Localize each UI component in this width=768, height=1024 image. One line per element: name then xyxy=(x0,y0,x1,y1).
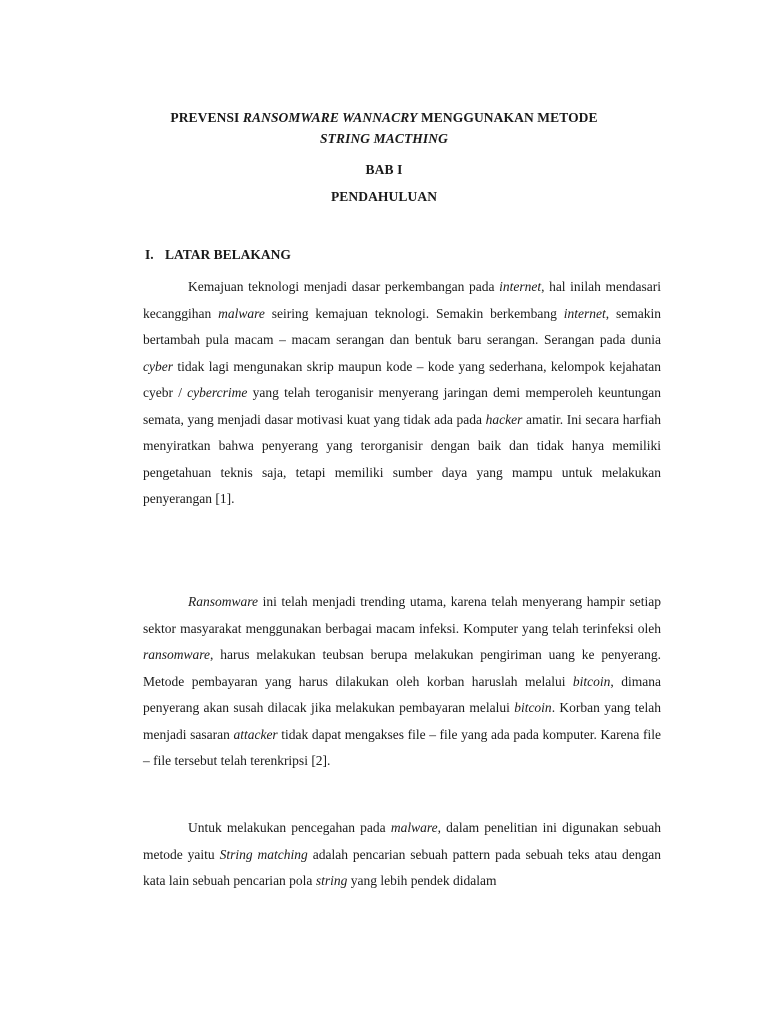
text-run: , harus melakukan teubsan berupa melakukan pengiriman uang ke penyerang. Metode pembayaran yang harus dilakukan oleh korban haruslah melalui xyxy=(143,647,661,689)
italic-term: STRING MACTHING xyxy=(320,131,448,146)
italic-term: bitcoin xyxy=(514,700,552,715)
paragraph-3 xyxy=(143,815,661,895)
document-title-line-1 xyxy=(0,110,768,126)
section-heading xyxy=(145,247,291,263)
italic-term: string xyxy=(315,873,348,888)
text-run: , dimana penyerang akan susah dilacak jika melakukan pembayaran melalui xyxy=(143,673,661,715)
italic-term: ransomware xyxy=(143,647,211,662)
paragraph-1 xyxy=(143,274,661,513)
chapter-number: BAB I xyxy=(365,162,403,177)
italic-term: cybercrime xyxy=(187,385,248,400)
text-run: . Korban yang telah menjadi sasaran xyxy=(143,700,661,742)
italic-term: internet xyxy=(563,305,606,321)
document-title-line-2 xyxy=(0,131,768,147)
italic-term: malware xyxy=(390,820,438,835)
text-run: Kemajuan teknologi menjadi dasar perkembangan pada xyxy=(188,279,500,294)
chapter-title: PENDAHULUAN xyxy=(330,189,438,204)
italic-term: String matching xyxy=(219,846,308,862)
text-run: ini telah menjadi trending utama, karena telah menyerang hampir setiap sektor masyarakat menggunakan berbagai macam infeksi. Komputer yang telah terinfeksi oleh xyxy=(143,594,661,636)
italic-term: Ransomware xyxy=(188,594,258,609)
italic-term: malware xyxy=(218,305,265,321)
text-run: yang lebih pendek didalam xyxy=(347,873,497,888)
text-run: MENGGUNAKAN METODE xyxy=(417,110,598,125)
text-run: , semakin bertambah pula macam – macam serangan dan bentuk baru serangan. Serangan pada dunia xyxy=(143,305,661,347)
section-number: I. xyxy=(145,247,154,262)
text-run: tidak dapat mengakses file – file yang ada pada komputer. Karena file – file tersebut telah terenkripsi [2]. xyxy=(143,726,662,768)
italic-term: cyber xyxy=(143,358,173,374)
text-run: adalah pencarian sebuah pattern pada sebuah teks atau dengan kata lain sebuah pencarian pola xyxy=(143,846,661,888)
text-run: seiring kemajuan teknologi. Semakin berkembang xyxy=(264,305,564,321)
italic-term: attacker xyxy=(233,726,278,742)
italic-term: bitcoin xyxy=(572,673,611,689)
text-run: PREVENSI xyxy=(170,110,243,125)
text-run: , dalam penelitian ini digunakan sebuah metode yaitu xyxy=(143,820,661,862)
text-run: tidak lagi mengunakan skrip maupun kode – kode yang sederhana, kelompok kejahatan cyebr / xyxy=(143,358,661,400)
text-run: , hal inilah mendasari kecanggihan xyxy=(143,279,662,321)
section-label: LATAR BELAKANG xyxy=(165,247,291,262)
text-run: amatir. Ini secara harfiah menyiratkan bahwa penyerang yang terorganisir dengan baik dan tidak hanya memiliki pengetahuan teknis saja, tetapi memiliki sumber daya yang mampu untuk melakukan penyerangan [1]. xyxy=(143,411,661,506)
italic-term: internet xyxy=(499,279,542,294)
italic-term: RANSOMWARE WANNACRY xyxy=(242,110,418,125)
paragraph-2 xyxy=(143,589,661,775)
italic-term: hacker xyxy=(485,411,523,427)
text-run: Untuk melakukan pencegahan pada xyxy=(188,820,391,835)
text-run: yang telah teroganisir menyerang jaringan demi memperoleh keuntungan semata, yang menjadi dasar motivasi kuat yang tidak ada pada xyxy=(143,385,661,427)
